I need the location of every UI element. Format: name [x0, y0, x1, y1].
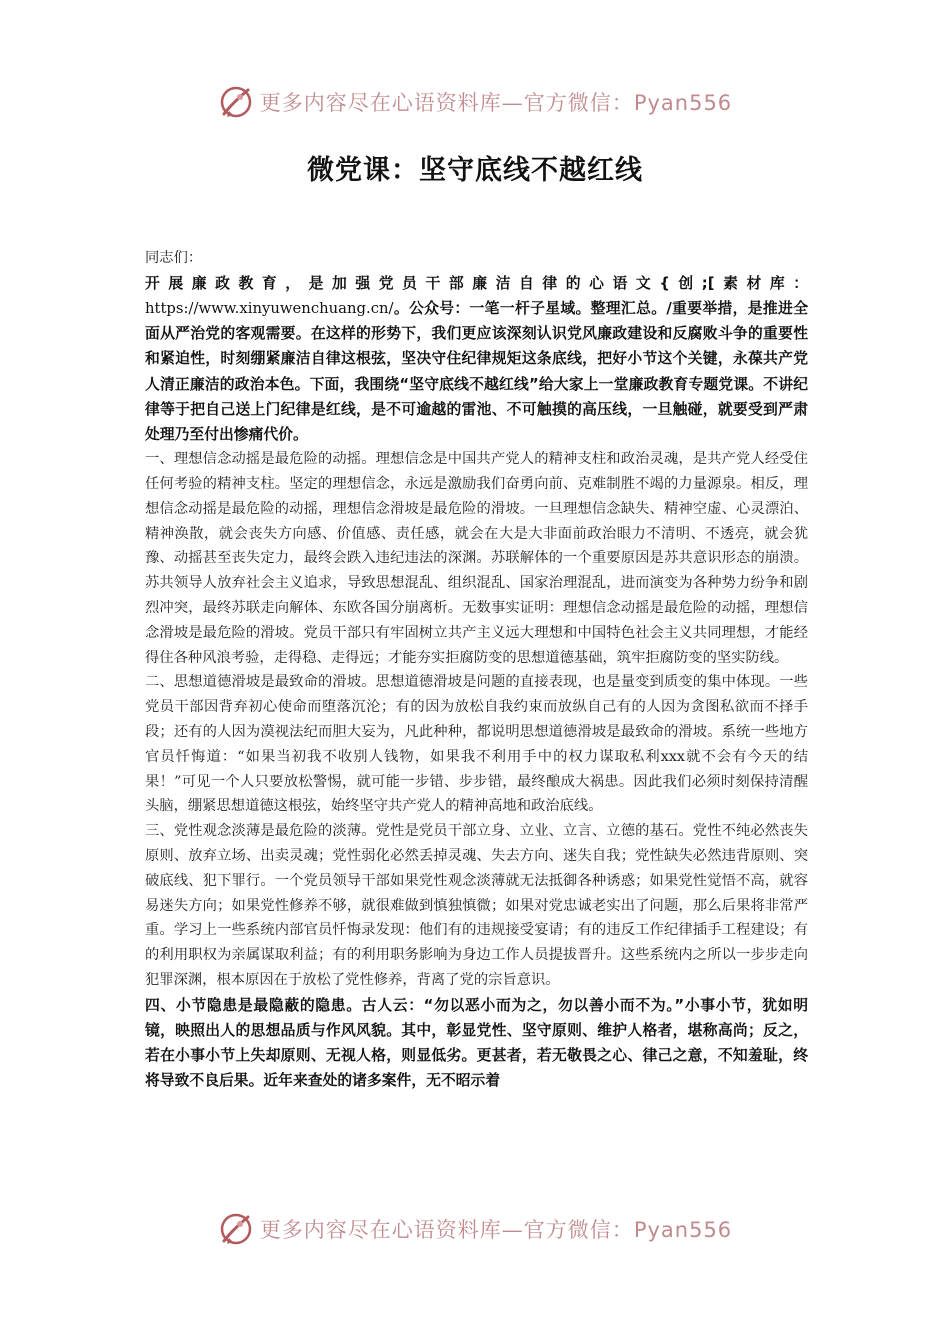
page-title: 微党课：坚守底线不越红线 — [307, 155, 643, 186]
footer-watermark-banner — [0, 1209, 950, 1249]
header-watermark-banner — [0, 82, 950, 122]
document-body — [145, 246, 808, 1094]
brush-logo-icon — [218, 1211, 254, 1247]
section-4-paragraph: 四、小节隐患是最隐蔽的隐患。古人云：“勿以恶小而为之，勿以善小而不为。”小事小节，犹如明镜，映照出人的思想品质与作风风貌。其中，彰显党性、坚守原则、维护人格者，堪称高尚；反之，若在小事小节上失却原则、无视人格，则显低劣。更甚者，若无敬畏之心、律己之意，不知羞耻，终将导致不良后果。近年来查处的诸多案件，无不昭示着 — [145, 996, 808, 1090]
intro-paragraph: 开展廉政教育，是加强党员干部廉洁自律的心语文{创;[素材库：https://www.xinyuwenchuang.cn/。公众号：一笔一杆子星域。整理汇总。/重要举措，是推进全面从严治党的客观需要。在这样的形势下，我们更应该深刻认识党风廉政建设和反腐败斗争的重要性和紧迫性，时刻绷紧廉洁自律这根弦，坚决守住纪律规矩这条底线，把好小节这个关键，永葆共产党人清正廉洁的政治本色。下面，我围绕“坚守底线不越红线”给大家上一堂廉政教育专题党课。不讲纪律等于把自己送上门纪律是红线，是不可逾越的雷池、不可触摸的高压线，一旦触碰，就要受到严肃处理乃至付出惨痛代价。 — [145, 274, 808, 444]
banner-text: 更多内容尽在心语资料库—官方微信：Pyan556 — [259, 1218, 733, 1242]
banner-text: 更多内容尽在心语资料库—官方微信：Pyan556 — [259, 91, 733, 115]
greeting: 同志们： — [145, 250, 203, 266]
section-2-paragraph: 二、思想道德滑坡是最致命的滑坡。思想道德滑坡是问题的直接表现，也是量变到质变的集中体现。一些党员干部因背弃初心使命而堕落沉沦；有的因为放松自我约束而放纵自己有的人因为贪图私欲而不择手段；还有的人因为漠视法纪而胆大妄为，凡此种种，都说明思想道德滑坡是最致命的滑坡。系统一些地方官员忏悔道：“如果当初我不收别人钱物，如果我不利用手中的权力谋取私利xxx就不会有今天的结果！”可见一个人只要放松警惕，就可能一步错、步步错，最终酿成大祸患。因此我们必须时刻保持清醒头脑，绷紧思想道德这根弦，始终坚守共产党人的精神高地和政治底线。 — [145, 674, 808, 815]
section-1-paragraph: 一、理想信念动摇是最危险的动摇。理想信念是中国共产党人的精神支柱和政治灵魂，是共产党人经受住任何考验的精神支柱。坚定的理想信念，永远是激励我们奋勇向前、克难制胜不竭的力量源泉。相反，理想信念动摇是最危险的动摇，理想信念滑坡是最危险的滑坡。一旦理想信念缺失、精神空虚、心灵漂泊、精神涣散，就会丧失方向感、价值感、责任感，就会在大是大非面前政治眼力不清明、不透亮，就会犹豫、动摇甚至丧失定力，最终会跌入违纪违法的深渊。苏联解体的一个重要原因是苏共意识形态的崩溃。苏共领导人放弃社会主义追求，导致思想混乱、组织混乱、国家治理混乱，进而演变为各种势力纷争和剧烈冲突，最终苏联走向解体、东欧各国分崩离析。无数事实证明：理想信念动摇是最危险的动摇，理想信念滑坡是最危险的滑坡。党员干部只有牢固树立共产主义远大理想和中国特色社会主义共同理想，才能经得住各种风浪考验，走得稳、走得远；才能夯实拒腐防变的思想道德基础，筑牢拒腐防变的坚实防线。 — [145, 451, 808, 666]
brush-logo-icon — [218, 84, 254, 120]
source-url: https://www.xinyuwenchuang.cn/ — [145, 300, 394, 317]
section-3-paragraph: 三、党性观念淡薄是最危险的淡薄。党性是党员干部立身、立业、立言、立德的基石。党性不纯必然丧失原则、放弃立场、出卖灵魂；党性弱化必然丢掉灵魂、失去方向、迷失自我；党性缺失必然违背原则、突破底线、犯下罪行。一个党员领导干部如果党性观念淡薄就无法抵御各种诱惑；如果党性觉悟不高，就容易迷失方向；如果党性修养不够，就很难做到慎独慎微；如果对党忠诚老实出了问题，那么后果将非常严重。学习上一些系统内部官员忏悔录发现：他们有的违规接受宴请；有的违反工作纪律插手工程建设；有的利用职权为亲属谋取利益；有的利用职务影响为身边工作人员提拔晋升。这些系统内之所以一步步走向犯罪深渊，根本原因在于放松了党性修养，背离了党的宗旨意识。 — [145, 823, 808, 988]
